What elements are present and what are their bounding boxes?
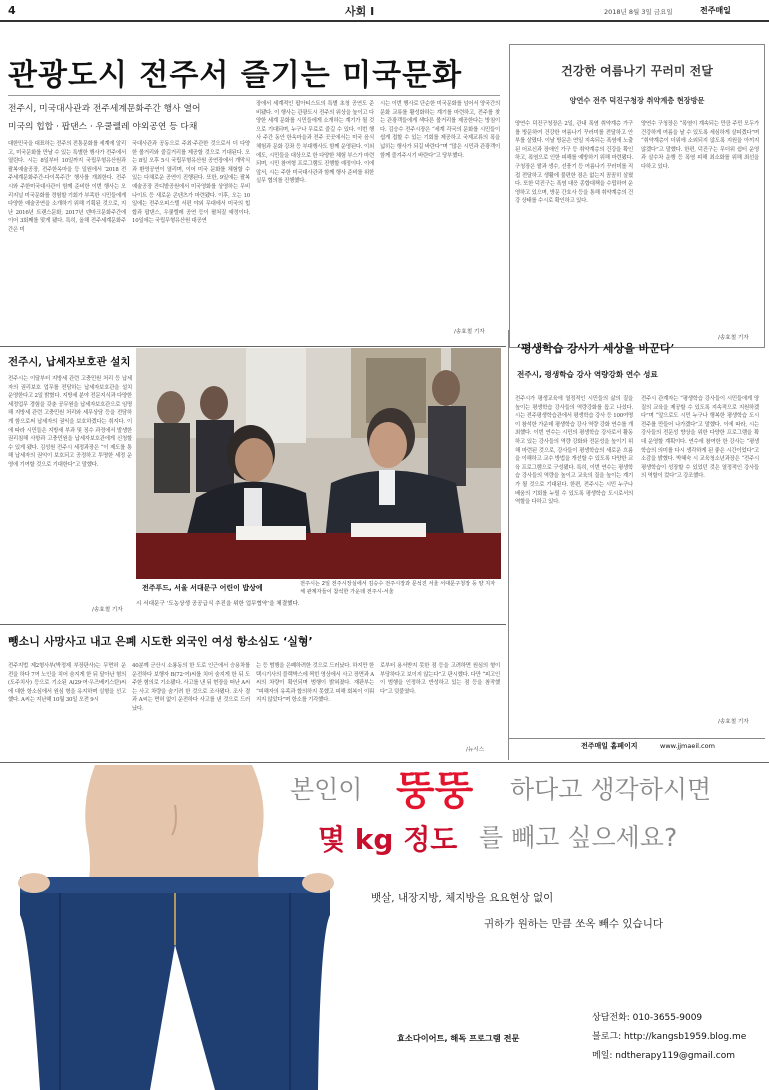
homepage-label: 전주매일 홈페이지 — [581, 742, 638, 750]
main-col-4: 시는 이번 행사로 단순한 미국문화를 넘어서 양국간의 문화 교류를 활성화하는 계기를 마련하고, 전주를 찾는 관광객들에게 색다른 볼거리를 제공한다는 방침이다. 김승수 전주시장은 “세계 각국의 문화를 시민들이 쉽게 접할 수 있는 기회를 제공하고 국제교류의 폭을 넓히는 행사가 되길 바란다”며 “많은 시민과 관광객이 함께 즐겨주시기 바란다”고 당부했다. — [380, 101, 500, 159]
right-top-col-1: 양연수 덕진구청장은 2일, 관내 폭염 취약계층 가구를 방문하여 건강한 여름나기 꾸러미를 전달하고 안부를 살폈다. 이날 방문은 연일 지속되는 폭염에 노출된 어르신과 장애인 가구 등 취약계층의 건강을 확인하고, 폭염으로 인한 피해를 예방하기 위해 마련됐다. 구청장은 쌀과 생수, 선풍기 등 여름나기 꾸러미를 직접 전달하고 생활에 불편한 점은 없는지 꼼꼼히 살폈다. 또한 덕진구는 폭염 대응 종합대책을 수립하여 운영하고 있으며, 방문 간호사 등을 통해 취약계층의 건강 상태를 수시로 확인하고 있다. — [515, 121, 633, 205]
header-rule — [0, 20, 769, 22]
main-subtitle-2: 미국의 힙합 · 팝댄스 · 우쿨렐레 야외공연 등 다채 — [8, 122, 198, 132]
ad-phone: 상담전화: 010-3655-9009 — [592, 1013, 703, 1023]
article3-col-1: 전주지법 제2형사부(박정제 부장판사)는 무면허 운전을 하다 7여 노인을 치어 숨지게 한 뒤 달아난 혐의 (도주치사) 등으로 기소된 A(29·여·우즈베키스탄)씨에 대한 항소심에서 원심 형을 유지하며 실형을 선고했다. A씨는 지난해 10월 30일 오전 9시 — [8, 663, 126, 704]
main-headline: 관광도시 전주서 즐기는 미국문화 — [8, 58, 463, 93]
ad-headline-2b: 를 빼고 싶으세요? — [479, 823, 678, 852]
ad-headline-2a: 몇 kg 정도 — [318, 823, 458, 856]
ad-headline-1a: 본인이 — [290, 775, 363, 804]
main-subtitle-1: 전주시, 미국대사관과 전주세계문화주간 행사 열어 — [8, 104, 201, 114]
right-top-col-2: 양연수 구청장은 “폭염이 계속되는 만큼 주민 모두가 건강하게 여름을 날 수 있도록 세심하게 살피겠다”며 “취약계층이 더위에 소외되지 않도록 지원을 아끼지 않겠다”고 말했다. 한편, 덕진구는 무더위 쉼터 운영과 살수차 운행 등 폭염 피해 최소화를 위해 최선을 다하고 있다. — [641, 121, 759, 170]
homepage-url[interactable]: www.jjmaeil.com — [660, 742, 715, 750]
right2-col-2: 전주시 관계자는 “평생학습 강사들이 시민들에게 양질의 교육을 제공할 수 있도록 지속적으로 지원하겠다”며 “앞으로도 시민 누구나 행복한 평생학습 도시 전주를 만들어 나가겠다”고 말했다. 이에 따라, 시는 강사들의 전문성 향상을 위한 다양한 프로그램을 확대 운영할 계획이다. 연수에 참여한 한 강사는 “평생학습의 의미를 다시 생각하게 된 좋은 시간이었다”고 소감을 밝혔다. 박혜숙 시 교육청소년과장은 “전주시 평생학습이 성장할 수 있었던 것은 열정적인 강사들의 역할이 컸다”고 강조했다. — [641, 396, 759, 480]
article3-col-3: 는 등 범행을 은폐하려한 것으로 드러났다. 하지만 한 택시기사의 블랙박스에 찍힌 영상에서 사고 장면과 A씨의 차량이 확인되며 범행이 밝혀졌다. 재판부는 “피해자의 유족과 합의하지 못했고 피해 회복이 이뤄지지 않았다”며 항소를 기각했다. — [256, 663, 374, 704]
section-title: 사회 Ⅰ — [345, 5, 375, 18]
ad-blog[interactable]: 블로그: http://kangsb1959.blog.me — [592, 1032, 747, 1042]
right2-subtitle: 전주시, 평생학습 강사 역량강화 연수 성료 — [517, 370, 658, 379]
right2-title: ‘평생학습 강사가 세상을 바꾼다’ — [517, 342, 675, 355]
main-col-2: 국대사관과 공동으로 주최·주관한 것으로서 더 다양한 볼거리와 즐길거리를 제공할 것으로 기대된다. 오는 8일 오후 5시 국립무형유산원 공연장에서 개막식과 환영공연이 열리며, 이어 미국 문화를 체험할 수 있는 다채로운 공연이 진행된다. 또한, 9일에는 팔복예술공장 잔디밭공원에서 미국영화를 상영하는 무비나이트 등 새로운 콘텐츠가 마련됐다. 이후, 오는 10일에는 전주오피스텔 서편 야외 무대에서 미국의 힙합과 팝댄스, 우쿨렐레 공연 등이 펼쳐질 예정이다. 10일에는 국립무형유산원 대공연 — [132, 141, 250, 225]
ad-headline-1c: 하다고 생각하시면 — [510, 775, 712, 804]
main-col-1: 대한민국을 대표하는 전주의 전통문화를 세계에 알리고, 미국문화를 만날 수 있는 특별한 행사가 전주에서 열린다. 시는 8일부터 10일까지 국립무형유산원과 팔복예술공장, 전주한옥마을 등 일원에서 ‘2018 전주세계문화주간-다이목주간’ 행사를 개최한다. 전주시와 주한미국대사관이 함께 준비한 이번 행사는 오리지널 미국문화를 경험할 기회가 부족한 시민들에게 다양한 예술공연을 소개하기 위해 기획된 것으로, 지난 2016년 트랜스문화, 2017년 덴마크문화주간에 이어 3회째를 맞게 됐다. 특히, 올해 전주세계문화주간은 미 — [8, 141, 126, 233]
section-rule — [0, 346, 506, 347]
right-top-subtitle: 양연수 전주 덕진구청장 취약계층 현장방문 — [569, 96, 705, 105]
ad-point-2: 귀하가 원하는 만큼 쏘옥 빼수 있습니다 — [484, 918, 663, 930]
ad-headline-1b: 뚱뚱 — [396, 768, 474, 814]
signing-ceremony-photo — [136, 348, 501, 579]
header-date: 2018년 8월 3일 금요일 — [604, 8, 673, 16]
article3-rule — [0, 624, 506, 625]
main-col-3: 장에서 세계적인 팝아티스트의 특별 초청 공연도 준비됐다. 이 행사는 관광도시 전주의 위상을 높이고 다양한 세계 문화를 시민들에게 소개하는 계기가 될 것으로 기대되며, 누구나 무료로 즐길 수 있다. 이번 행사 주간 동안 한옥마을과 전주 곳곳에서는 미국 음식 체험과 문화 강좌 등 부대행사도 함께 운영된다. 이외에도, 시민들을 대상으로 한 다양한 체험 부스가 마련되며, 시민 참여형 프로그램도 진행할 예정이다. 이에 앞서, 시는 주한 미국대사관과 함께 행사 준비를 위한 실무 협의를 진행했다. — [256, 101, 374, 185]
ad-email[interactable]: 메일: ndtherapy119@gmail.com — [592, 1051, 735, 1061]
ad-point-1: 뱃살, 내장지방, 체지방을 요요현상 없이 — [371, 892, 554, 904]
ad-program: 효소다이어트, 해독 프로그램 전문 — [397, 1033, 520, 1043]
article3-col-4: 로부터 용서받지 못한 점 등을 고려하면 원심의 형이 부당하다고 보이지 않는다”고 판시했다. 다만 “피고인이 범행을 인정하고 반성하고 있는 점 등을 참작했다”고 덧붙였다. — [380, 663, 500, 695]
right-top-title: 건강한 여름나기 꾸러미 전달 — [561, 64, 713, 78]
article3-col-2: 40분께 군산시 소룡동의 한 도로 인근에서 승용차를 운전하다 보행자 B(72·여)씨를 치어 숨지게 한 뒤 도주한 혐의로 기소됐다. 사고를 낸 뒤 현장을 떠난 A씨는 사고 차량을 숨기려 한 것으로 조사됐다. 조사 결과 A씨는 면허 없이 운전하다 사고를 낸 것으로 드러났다. — [132, 663, 250, 712]
right-column-rule — [508, 330, 509, 760]
article3-title: 뺑소니 사망사고 내고 은폐 시도한 외국인 여성 항소심도 ‘실형’ — [8, 635, 313, 648]
ad-rule — [0, 762, 769, 763]
right2-col-1: 전주시가 평생교육에 열정적인 시민들의 삶의 질을 높이는 평생학습 강사들의 역량강화를 돕고 나섰다. 시는 전주평생학습관에서 평생학습 강사 등 100여명이 참석한 가운데 평생학습 강사 역량 강화 연수를 개최했다. 이번 연수는 시민의 평생학습 강사로서 활동하고 있는 강사들의 역량 강화와 전문성을 높이기 위해 마련된 것으로, 강사들이 평생학습의 새로운 흐름을 이해하고 교수 방법을 개선할 수 있도록 다양한 교육 프로그램으로 구성됐다. 특히, 이번 연수는 평생학습 강사들의 역량을 높이고 교육의 질을 높이는 계기가 될 것으로 기대된다. 한편, 전주시는 시민 누구나 배움의 기회를 누릴 수 있도록 평생학습 도시로서의 역할을 다하고 있다. — [515, 396, 633, 506]
photo-caption-title: 전주푸드, 서울 서대문구 어린이 밥상에 — [142, 584, 263, 592]
main-byline: /송효철 기자 — [454, 329, 485, 335]
right-top-byline: /송효철 기자 — [718, 335, 749, 341]
article3-byline: /뉴시스 — [466, 747, 485, 753]
photo-caption-text-2: 시 서대문구 ‘도농상생 공공급식 추진을 위한 업무협약’을 체결했다. — [136, 601, 300, 607]
headline-divider — [8, 95, 500, 96]
article2-byline: /송효철 기자 — [92, 607, 123, 613]
page-number: 4 — [8, 4, 16, 17]
article2-title: 전주시, 납세자보호관 설치 — [8, 356, 131, 368]
photo-caption-text: 전주시는 2일 전주시장실에서 김승수 전주시장과 문석진 서울 서대문구청장 등 양 지자체 관계자들이 참석한 가운데 전주시-서울 — [300, 581, 496, 595]
right2-byline: /송효철 기자 — [718, 719, 749, 725]
header-brand: 전주매일 — [700, 6, 731, 15]
article2-body: 전주시는 이달부터 지방세 관련 고충민원 처리 등 납세자의 권리보호 업무를 전담하는 납세자보호관을 설치 운영한다고 2일 밝혔다. 지방세 분야 전문지식과 다양한 세정업무 경험을 갖춘 공무원을 납세자보호관으로 임명해 지방세 관련 고충민원 처리와 세무상담 등을 전담하게 함으로써 납세자의 권익을 보호하겠다는 취지다. 이에 따라 시민들은 지방세 부과 및 징수 과정에서 발생한 권리침해 사항과 고충민원을 납세자보호관에게 신청할 수 있게 됐다. 김성원 전주시 세정과장은 “이 제도를 통해 납세자의 권익이 보호되고 공정하고 투명한 세정 운영에 기여할 것으로 기대한다”고 말했다. — [8, 376, 132, 468]
